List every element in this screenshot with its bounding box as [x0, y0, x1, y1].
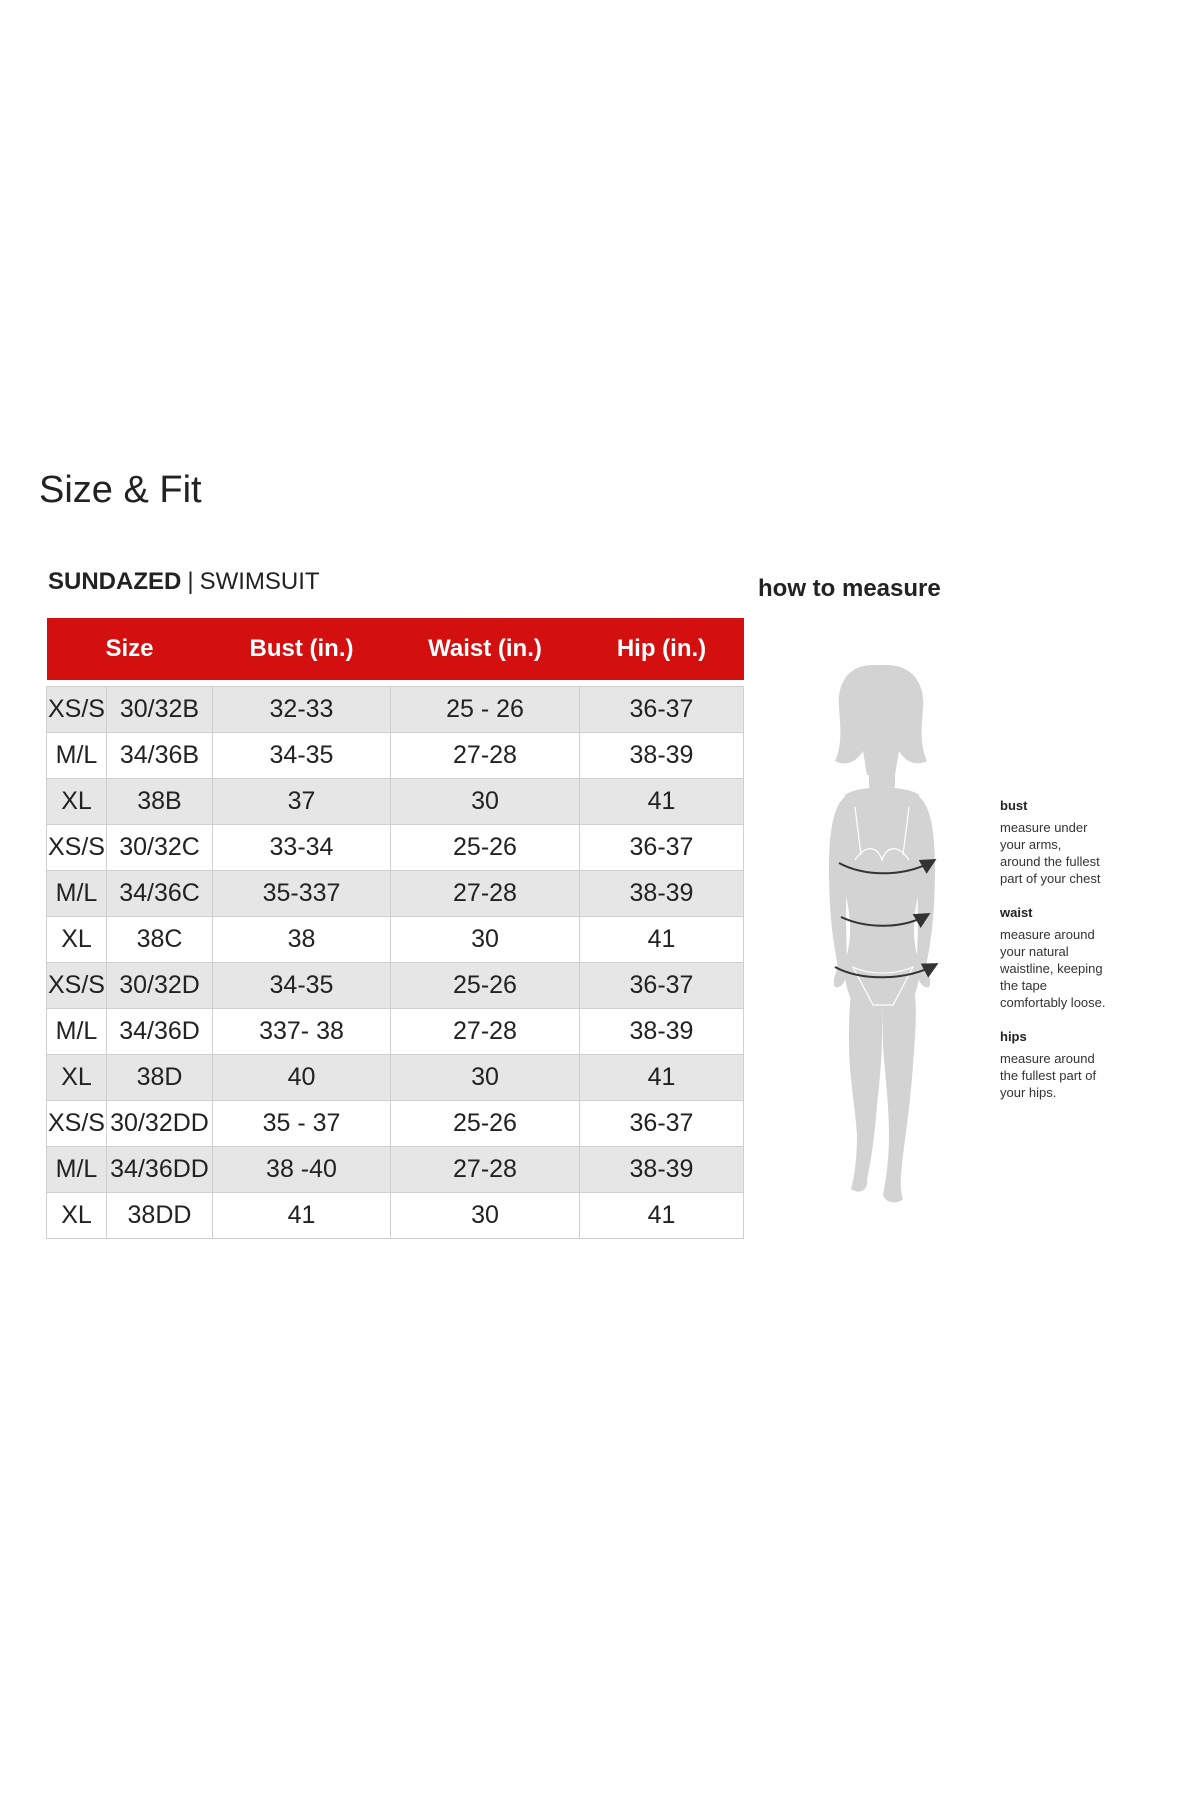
measure-legend [1000, 798, 1180, 1119]
bust-cell: 41 [213, 1193, 391, 1239]
size-cell: XS/S [47, 825, 107, 871]
brand-name: SUNDAZED [48, 568, 182, 595]
bust-cell: 38 -40 [213, 1147, 391, 1193]
table-row [47, 1193, 744, 1239]
cup-cell: 34/36DD [107, 1147, 213, 1193]
size-cell: M/L [47, 733, 107, 779]
size-cell: M/L [47, 871, 107, 917]
how-to-measure-title: how to measure [758, 575, 941, 602]
table-row [47, 1101, 744, 1147]
cup-cell: 34/36B [107, 733, 213, 779]
bust-cell: 34-35 [213, 963, 391, 1009]
table-row [47, 871, 744, 917]
bust-cell: 37 [213, 779, 391, 825]
legend-term: waist [1000, 905, 1033, 920]
size-cell: XS/S [47, 1101, 107, 1147]
legend-item-waist [1000, 905, 1180, 1011]
legend-line: your hips. [1000, 1085, 1057, 1100]
brand-category: SWIMSUIT [199, 568, 320, 595]
bust-cell: 40 [213, 1055, 391, 1101]
body-shape [829, 665, 935, 1202]
body-silhouette-icon [795, 655, 975, 1210]
size-cell: XS/S [47, 687, 107, 733]
header-size: Size [47, 618, 213, 680]
hip-cell: 36-37 [580, 1101, 744, 1147]
waist-cell: 25 - 26 [391, 687, 580, 733]
waist-cell: 25-26 [391, 1101, 580, 1147]
table-row [47, 687, 744, 733]
legend-term: bust [1000, 798, 1028, 813]
size-cell: XL [47, 1055, 107, 1101]
cup-cell: 34/36D [107, 1009, 213, 1055]
cup-cell: 30/32DD [107, 1101, 213, 1147]
waist-cell: 30 [391, 1055, 580, 1101]
bust-cell: 32-33 [213, 687, 391, 733]
cup-cell: 30/32D [107, 963, 213, 1009]
brand-line [48, 568, 320, 597]
waist-cell: 27-28 [391, 1147, 580, 1193]
header-waist: Waist (in.) [391, 618, 580, 680]
hip-cell: 38-39 [580, 1009, 744, 1055]
cup-cell: 38B [107, 779, 213, 825]
header-hip: Hip (in.) [580, 618, 744, 680]
bust-cell: 33-34 [213, 825, 391, 871]
hip-cell: 41 [580, 917, 744, 963]
size-cell: XS/S [47, 963, 107, 1009]
legend-line: waistline, keeping [1000, 961, 1103, 976]
cup-cell: 30/32B [107, 687, 213, 733]
legend-line: measure around [1000, 1051, 1095, 1066]
legend-item-bust [1000, 798, 1180, 887]
bust-cell: 38 [213, 917, 391, 963]
page-title: Size & Fit [39, 469, 202, 511]
hip-cell: 41 [580, 1193, 744, 1239]
waist-cell: 30 [391, 917, 580, 963]
legend-description [1000, 1050, 1120, 1101]
cup-cell: 30/32C [107, 825, 213, 871]
cup-cell: 38C [107, 917, 213, 963]
waist-cell: 27-28 [391, 1009, 580, 1055]
legend-term: hips [1000, 1029, 1027, 1044]
legend-line: part of your chest [1000, 871, 1101, 886]
legend-description [1000, 819, 1120, 887]
hip-cell: 41 [580, 1055, 744, 1101]
bust-cell: 34-35 [213, 733, 391, 779]
brand-separator: | [187, 568, 194, 595]
table-header-row [47, 618, 744, 680]
bust-cell: 337- 38 [213, 1009, 391, 1055]
waist-cell: 25-26 [391, 963, 580, 1009]
legend-line: comfortably loose. [1000, 995, 1106, 1010]
bust-cell: 35-337 [213, 871, 391, 917]
cup-cell: 34/36C [107, 871, 213, 917]
cup-cell: 38D [107, 1055, 213, 1101]
table-row [47, 1009, 744, 1055]
table-row [47, 825, 744, 871]
hip-cell: 36-37 [580, 963, 744, 1009]
hip-cell: 41 [580, 779, 744, 825]
size-cell: XL [47, 917, 107, 963]
hip-cell: 36-37 [580, 687, 744, 733]
size-chart-table [46, 618, 744, 1239]
legend-line: around the fullest [1000, 854, 1100, 869]
legend-line: the fullest part of [1000, 1068, 1097, 1083]
table-row [47, 917, 744, 963]
waist-cell: 30 [391, 1193, 580, 1239]
legend-line: measure under [1000, 820, 1088, 835]
legend-line: measure around [1000, 927, 1095, 942]
table-row [47, 963, 744, 1009]
bust-cell: 35 - 37 [213, 1101, 391, 1147]
legend-line: your arms, [1000, 837, 1062, 852]
waist-cell: 27-28 [391, 733, 580, 779]
size-cell: M/L [47, 1147, 107, 1193]
legend-line: your natural [1000, 944, 1069, 959]
legend-item-hips [1000, 1029, 1180, 1101]
table-row [47, 779, 744, 825]
table-row [47, 1147, 744, 1193]
size-cell: XL [47, 1193, 107, 1239]
legend-description [1000, 926, 1120, 1011]
hip-cell: 38-39 [580, 1147, 744, 1193]
size-cell: M/L [47, 1009, 107, 1055]
size-cell: XL [47, 779, 107, 825]
table-row [47, 733, 744, 779]
header-bust: Bust (in.) [213, 618, 391, 680]
hip-cell: 38-39 [580, 733, 744, 779]
waist-cell: 27-28 [391, 871, 580, 917]
waist-cell: 30 [391, 779, 580, 825]
hip-cell: 38-39 [580, 871, 744, 917]
hip-cell: 36-37 [580, 825, 744, 871]
table-row [47, 1055, 744, 1101]
cup-cell: 38DD [107, 1193, 213, 1239]
legend-line: the tape [1000, 978, 1047, 993]
waist-cell: 25-26 [391, 825, 580, 871]
